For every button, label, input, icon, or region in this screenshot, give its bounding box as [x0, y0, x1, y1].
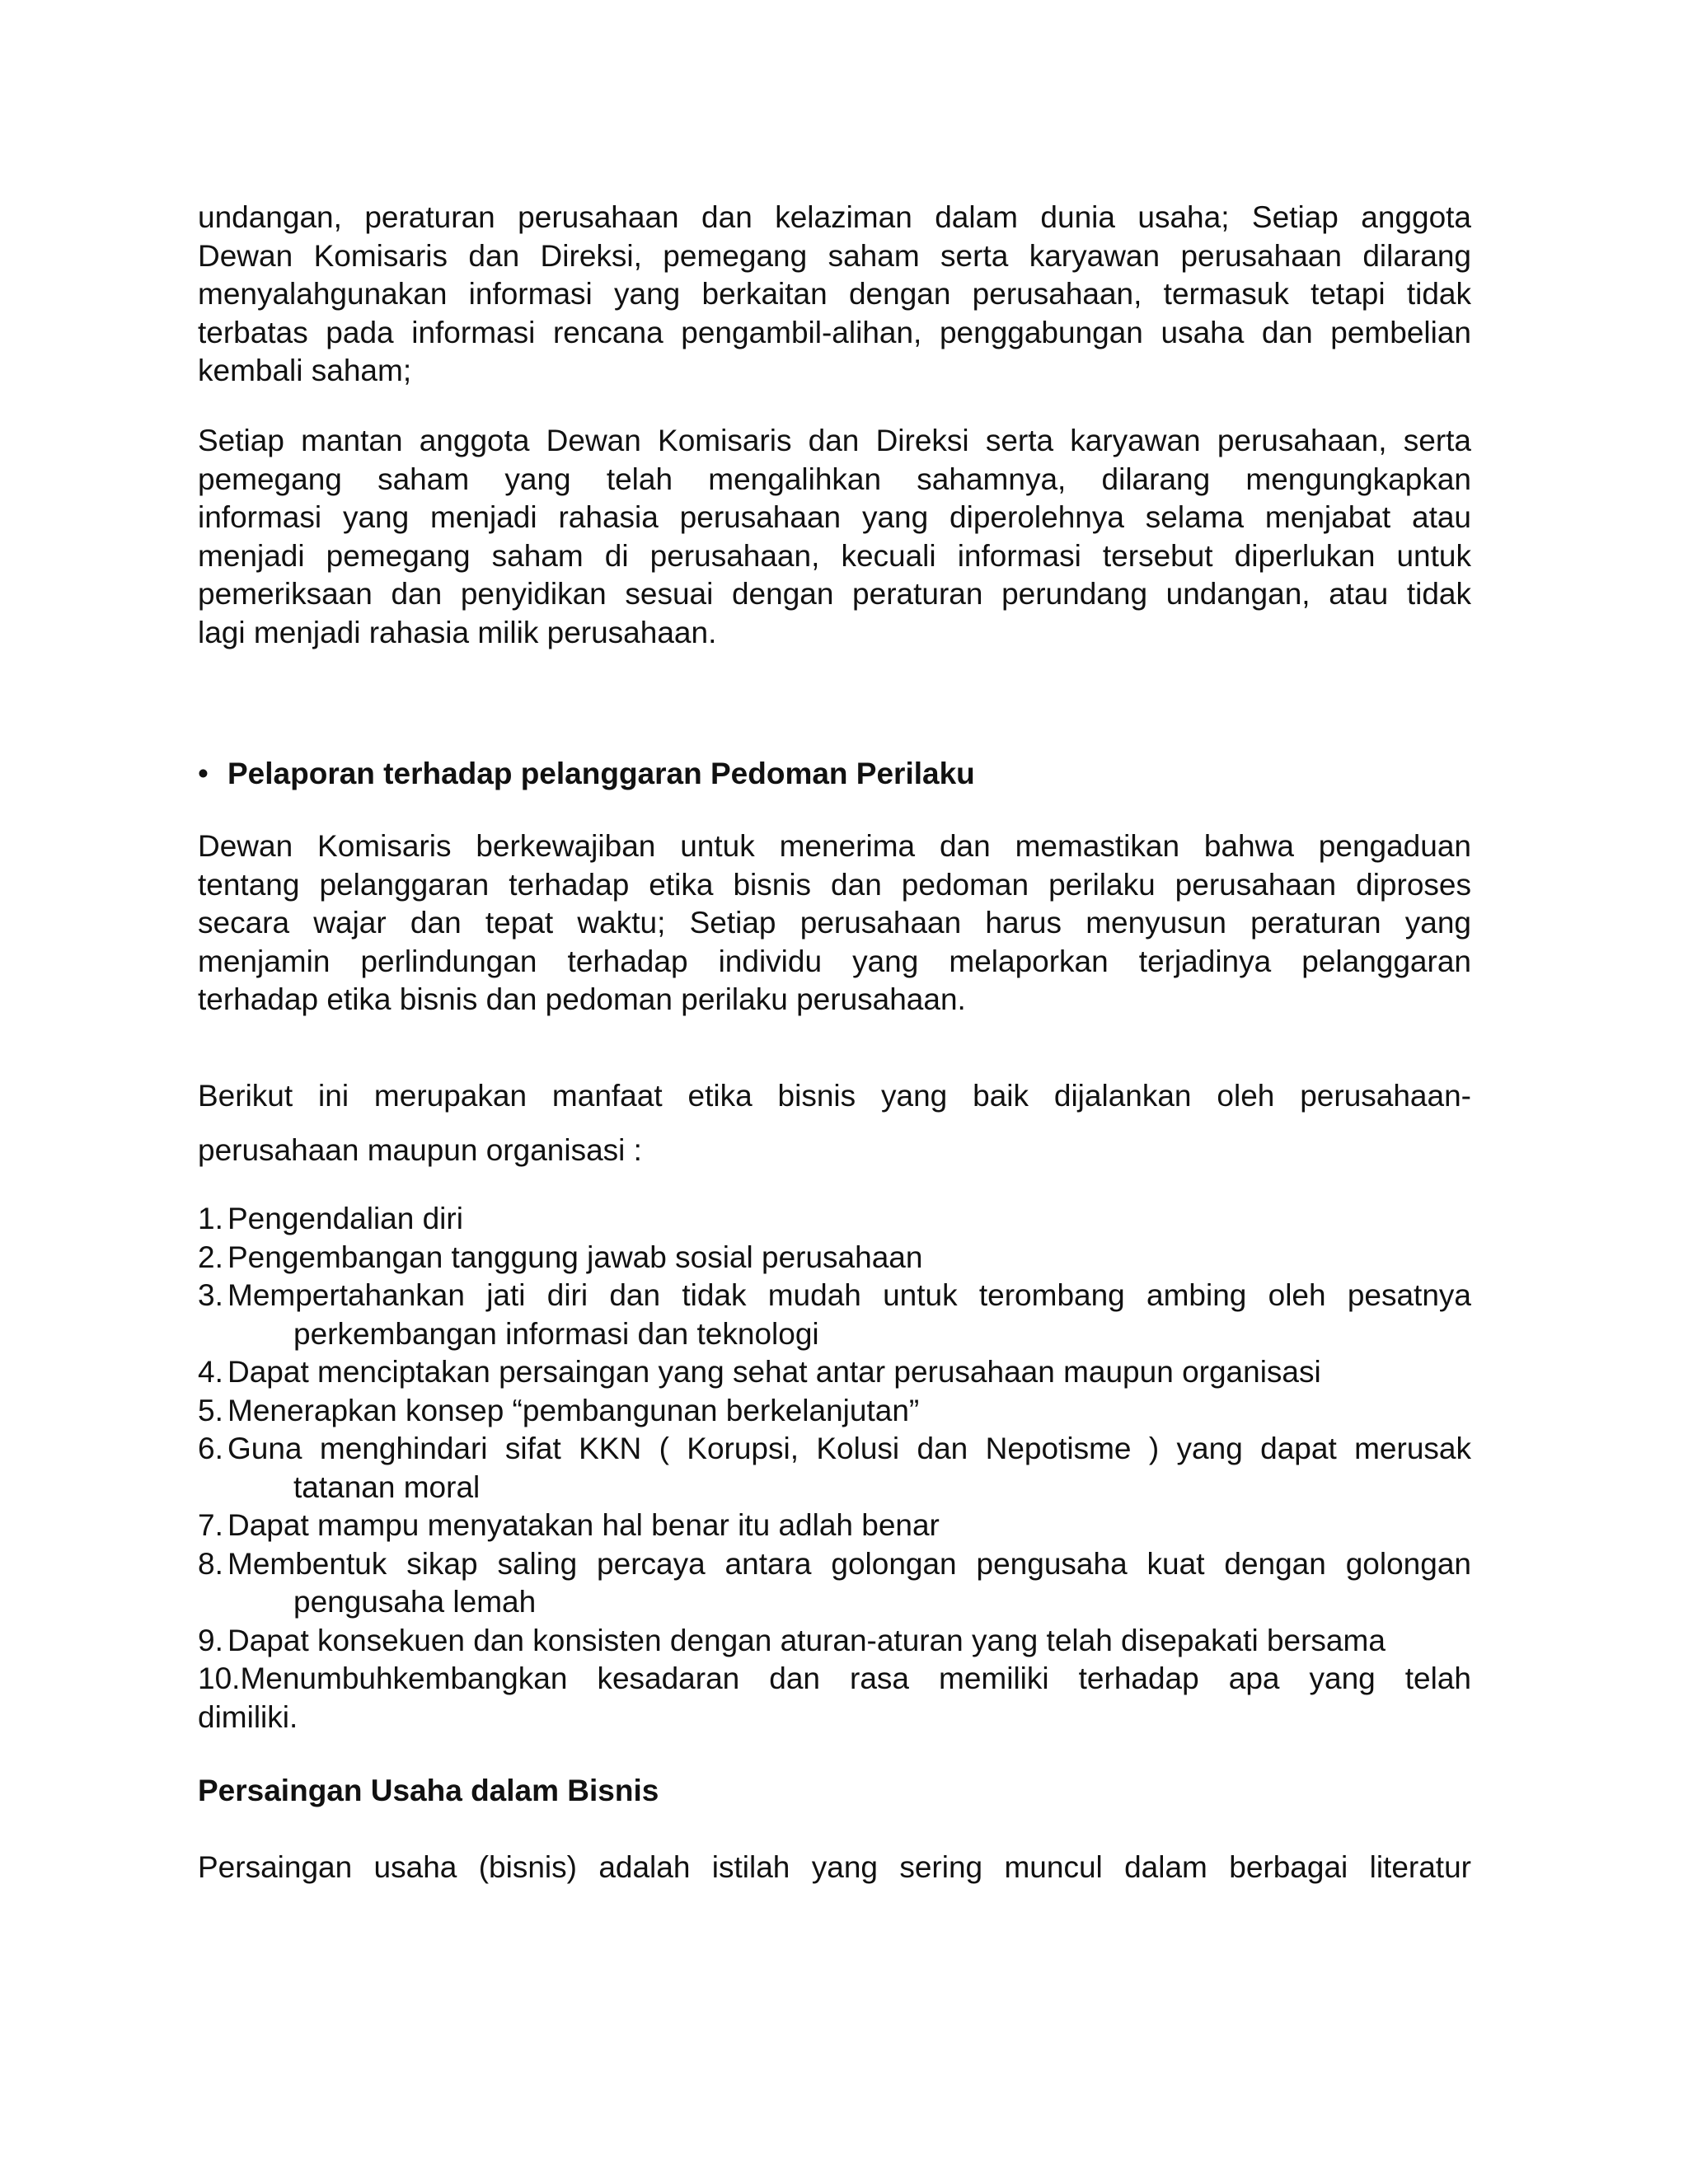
text-line: menjamin perlindungan terhadap individu yang melaporkan terjadinya pelanggaran	[198, 944, 1471, 978]
bullet-heading-reporting	[198, 755, 975, 793]
list-item-number: 9.	[198, 1623, 223, 1657]
list-item	[198, 1392, 1471, 1431]
list-item-number: 1.	[198, 1202, 223, 1235]
text-line: Dewan Komisaris dan Direksi, pemegang saham serta karyawan perusahaan dilarang	[198, 238, 1471, 273]
list-item-number: 2.	[198, 1240, 223, 1274]
text-line: terhadap etika bisnis dan pedoman perilaku perusahaan.	[198, 982, 966, 1016]
list-item	[198, 1660, 1471, 1736]
list-item-text: Membentuk sikap saling percaya antara golongan pengusaha kuat dengan golongan	[227, 1546, 1471, 1581]
list-item-number: 5.	[198, 1393, 223, 1427]
text-line: informasi yang menjadi rahasia perusahaan yang diperolehnya selama menjabat atau	[198, 500, 1471, 534]
text-line: secara wajar dan tepat waktu; Setiap perusahaan harus menyusun peraturan yang	[198, 906, 1471, 940]
list-item-text: Pengembangan tanggung jawab sosial perusahaan	[227, 1240, 923, 1274]
paragraph-confidentiality-duties	[198, 199, 1471, 391]
list-item	[198, 1277, 1471, 1353]
paragraph-reporting	[198, 827, 1471, 1019]
paragraph-former-members	[198, 422, 1471, 652]
text-line: Dewan Komisaris berkewajiban untuk menerima dan memastikan bahwa pengaduan	[198, 829, 1471, 863]
benefits-list	[198, 1200, 1471, 1736]
text-line: tentang pelanggaran terhadap etika bisnis dan pedoman perilaku perusahaan diproses	[198, 867, 1471, 902]
list-item-text: Menumbuhkembangkan kesadaran dan rasa memiliki terhadap apa yang telah	[240, 1661, 1471, 1695]
list-item-text: Dapat mampu menyatakan hal benar itu adlah benar	[227, 1508, 940, 1542]
list-item-continuation: tatanan moral	[293, 1469, 481, 1504]
text-line: pemegang saham yang telah mengalihkan sahamnya, dilarang mengungkapkan	[198, 462, 1471, 496]
text-line: menyalahgunakan informasi yang berkaitan dengan perusahaan, termasuk tetapi tidak	[198, 277, 1471, 311]
list-item-continuation: pengusaha lemah	[293, 1585, 537, 1619]
list-item	[198, 1200, 1471, 1239]
bullet-icon: •	[198, 757, 209, 790]
list-item	[198, 1239, 1471, 1277]
list-item-number: 3.	[198, 1278, 223, 1312]
text-line: perusahaan maupun organisasi :	[198, 1133, 642, 1167]
paragraph-competition	[198, 1849, 1471, 1887]
list-item	[198, 1507, 1471, 1545]
bullet-heading-text: Pelaporan terhadap pelanggaran Pedoman Perilaku	[227, 757, 975, 790]
list-item-line	[198, 1660, 1471, 1699]
text-line: Setiap mantan anggota Dewan Komisaris dan Direksi serta karyawan perusahaan, serta	[198, 424, 1471, 457]
paragraph-benefits-intro	[198, 1069, 1471, 1178]
list-item	[198, 1430, 1471, 1507]
list-item	[198, 1622, 1471, 1661]
text-line: menjadi pemegang saham di perusahaan, kecuali informasi tersebut diperlukan untuk	[198, 538, 1471, 573]
list-item-text: Dapat menciptakan persaingan yang sehat antar perusahaan maupun organisasi	[227, 1355, 1321, 1389]
list-item-continuation: dimiliki.	[198, 1699, 298, 1734]
text-line: Persaingan usaha (bisnis) adalah istilah yang sering muncul dalam berbagai literatur	[198, 1850, 1471, 1884]
list-item-number: 6.	[198, 1432, 223, 1465]
list-item-text: Mempertahankan jati diri dan tidak mudah untuk terombang ambing oleh pesatnya	[227, 1278, 1471, 1312]
section-heading: Persaingan Usaha dalam Bisnis	[198, 1774, 659, 1807]
list-item-text: Pengendalian diri	[227, 1202, 463, 1235]
list-item-text: Dapat konsekuen dan konsisten dengan aturan-aturan yang telah disepakati bersama	[227, 1623, 1386, 1657]
list-item-number: 4.	[198, 1355, 223, 1389]
list-item	[198, 1353, 1471, 1392]
list-item-number: 8.	[198, 1546, 223, 1581]
text-line: undangan, peraturan perusahaan dan kelaziman dalam dunia usaha; Setiap anggota	[198, 200, 1471, 234]
text-line: Berikut ini merupakan manfaat etika bisnis yang baik dijalankan oleh perusahaan-	[198, 1079, 1471, 1113]
text-line: kembali saham;	[198, 354, 412, 387]
list-item	[198, 1545, 1471, 1622]
text-line: lagi menjadi rahasia milik perusahaan.	[198, 615, 717, 649]
list-item-continuation: perkembangan informasi dan teknologi	[293, 1316, 819, 1351]
list-item-number: 7.	[198, 1508, 223, 1542]
list-item-number: 10.	[198, 1661, 241, 1695]
text-line: pemeriksaan dan penyidikan sesuai dengan peraturan perundang undangan, atau tidak	[198, 577, 1471, 611]
list-item-text: Menerapkan konsep “pembangunan berkelanjutan”	[227, 1393, 920, 1427]
text-line: terbatas pada informasi rencana pengambil-alihan, penggabungan usaha dan pembelian	[198, 315, 1471, 349]
list-item-text: Guna menghindari sifat KKN ( Korupsi, Kolusi dan Nepotisme ) yang dapat merusak	[227, 1432, 1471, 1465]
